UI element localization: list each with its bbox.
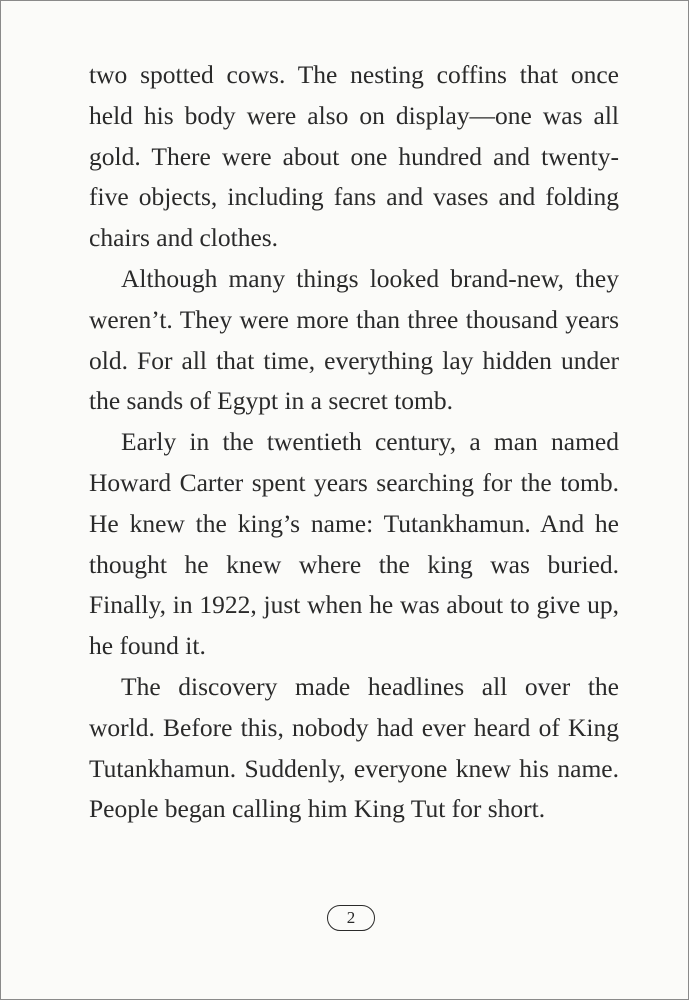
paragraph-continued: two spotted cows. The nesting coffins that once held his body were also on display—one was all gold. There were about one hundred and twenty-five objects, including fans and vases and folding chairs and clothes.: [89, 60, 619, 253]
paragraph-brand-new: Although many things looked brand-new, they weren’t. They were more than three thousand years old. For all that time, everything lay hidden under the sands of Egypt in a secret tomb.: [89, 263, 619, 416]
paragraph-howard-carter: Early in the twentieth century, a man named Howard Carter spent years searching for the tomb. He knew the king’s name: Tutankhamun. And he thought he knew where the king was buried. Finally, in 1922, just when he was about to give up, he found it.: [89, 427, 619, 661]
paragraph-discovery: The discovery made headlines all over the world. Before this, nobody had ever heard of King Tutankhamun. Suddenly, everyone knew his name. People began calling him King Tut for short.: [89, 671, 619, 824]
body-text: [89, 55, 619, 830]
page-number: 2: [327, 905, 375, 931]
